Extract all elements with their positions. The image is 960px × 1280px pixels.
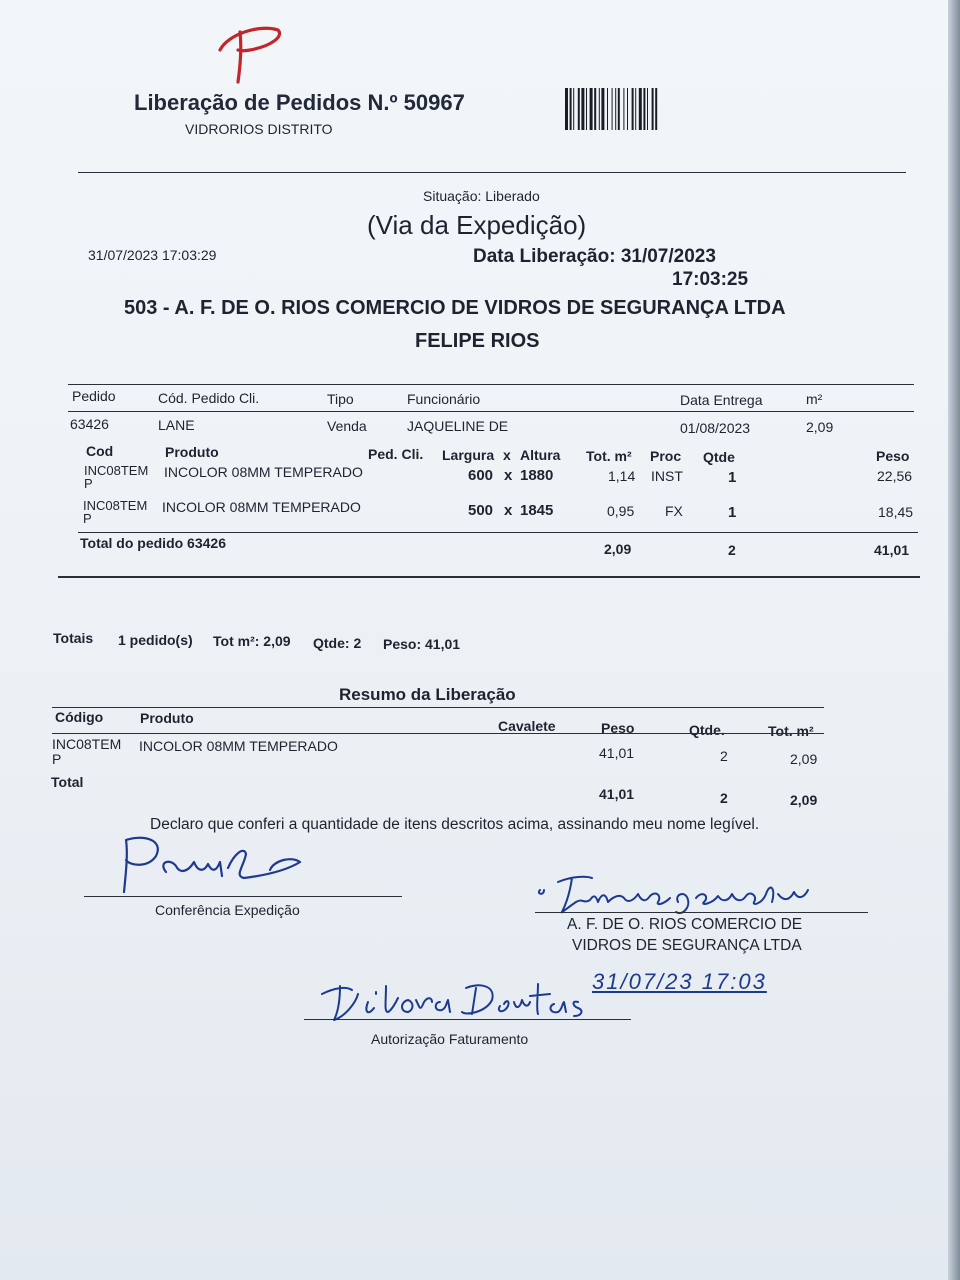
- barcode-bar: [594, 88, 596, 130]
- conferencia-line: [84, 896, 402, 897]
- resumo-title: Resumo da Liberação: [339, 685, 516, 704]
- col-pedido: Pedido: [72, 388, 116, 404]
- resumo-header-line: [52, 733, 824, 734]
- barcode-bar: [652, 88, 654, 130]
- totals-label: Totais: [53, 630, 94, 646]
- totals-peso: Peso: 41,01: [383, 636, 461, 652]
- col-m2: m²: [806, 391, 823, 407]
- barcode-bar: [578, 88, 580, 130]
- barcode-bar: [635, 88, 636, 130]
- item-largura: 600: [468, 467, 494, 484]
- resumo-col-cavalete: Cavalete: [498, 718, 556, 734]
- item-col-qtde: Qtde: [703, 449, 735, 465]
- barcode-bar: [639, 88, 642, 130]
- client-signature-line: [535, 912, 868, 913]
- page-title: Liberação de Pedidos N.º 50967: [134, 90, 465, 115]
- item-col-ped-cli: Ped. Cli.: [368, 446, 424, 462]
- totals-pedidos: 1 pedido(s): [118, 632, 193, 648]
- order-total-label: Total do pedido 63426: [80, 535, 226, 551]
- resumo-codigo-suffix: P: [52, 751, 62, 767]
- col-cod-pedido-cli: Cód. Pedido Cli.: [158, 390, 260, 406]
- item-proc: INST: [651, 468, 683, 484]
- barcode-bar: [655, 88, 657, 130]
- data-liberacao: [473, 246, 716, 268]
- paper-edge-shadow: [948, 0, 960, 1280]
- item-peso: 22,56: [877, 468, 913, 484]
- barcode-bar: [612, 88, 613, 130]
- item-qtde: 1: [728, 504, 737, 521]
- item-x: x: [504, 502, 513, 519]
- item-cod-suffix: P: [83, 511, 92, 526]
- client-line-2: VIDROS DE SEGURANÇA LTDA: [572, 937, 802, 954]
- order-pedido: 63426: [70, 416, 109, 432]
- order-header-line: [68, 411, 914, 412]
- resumo-col-peso: Peso: [601, 720, 635, 736]
- printed-timestamp: 31/07/2023 17:03:29: [88, 247, 217, 263]
- barcode-bar: [618, 88, 620, 130]
- item-cod: INC08TEM: [84, 463, 149, 478]
- barcode-bar: [643, 88, 645, 130]
- barcode: [565, 88, 713, 130]
- autorizacao-line: [304, 1019, 631, 1020]
- barcode-bar: [599, 88, 600, 130]
- resumo-total-qtde: 2: [720, 790, 728, 806]
- item-col-largura: Largura: [442, 447, 495, 463]
- resumo-qtde: 2: [720, 748, 728, 764]
- item-x: x: [504, 467, 513, 484]
- resumo-col-codigo: Código: [55, 709, 104, 725]
- autorizacao-label: Autorização Faturamento: [371, 1031, 529, 1047]
- handwritten-p-mark: [210, 20, 290, 90]
- order-total-peso: 41,01: [874, 542, 910, 558]
- via-label: (Via da Expedição): [367, 210, 587, 240]
- barcode-bar: [615, 88, 616, 130]
- item-cod: INC08TEM: [83, 498, 148, 513]
- resumo-top-line: [52, 707, 824, 708]
- conferencia-signature: [104, 832, 314, 898]
- item-cod-suffix: P: [84, 476, 93, 491]
- resumo-peso: 41,01: [599, 745, 635, 761]
- barcode-bar: [590, 88, 593, 130]
- totals-m2: Tot m²: 2,09: [213, 633, 291, 649]
- item-altura: 1880: [520, 467, 554, 484]
- client-name: 503 - A. F. DE O. RIOS COMERCIO DE VIDROS DE SEGURANÇA LTDA: [124, 297, 786, 319]
- barcode-bar: [581, 88, 584, 130]
- item-col-tot-m2: Tot. m²: [586, 448, 632, 464]
- resumo-codigo: INC08TEM: [52, 736, 122, 752]
- item-peso: 18,45: [878, 504, 914, 520]
- item-col-x: x: [503, 447, 511, 463]
- header-divider: [78, 172, 906, 173]
- order-funcionario: JAQUELINE DE: [407, 418, 509, 434]
- order-total-qtde: 2: [728, 542, 736, 558]
- barcode-bar: [647, 88, 648, 130]
- client-line-1: A. F. DE O. RIOS COMERCIO DE: [567, 916, 803, 933]
- col-tipo: Tipo: [327, 391, 354, 407]
- resumo-col-qtde: Qtde.: [689, 722, 725, 738]
- barcode-bar: [601, 88, 604, 130]
- barcode-bar: [632, 88, 634, 130]
- item-col-cod: Cod: [86, 443, 114, 459]
- item-col-peso: Peso: [876, 448, 910, 464]
- item-qtde: 1: [728, 469, 737, 486]
- order-bottom-line: [58, 576, 920, 578]
- barcode-bar: [565, 88, 568, 130]
- company-name: VIDRORIOS DISTRITO: [185, 121, 333, 137]
- item-col-proc: Proc: [650, 448, 682, 464]
- resumo-total-label: Total: [51, 774, 84, 790]
- declaration-text: Declaro que conferi a quantidade de itens descritos acima, assinando meu nome legível.: [150, 816, 760, 833]
- item-produto: INCOLOR 08MM TEMPERADO: [164, 464, 363, 480]
- barcode-bar: [573, 88, 574, 130]
- client-contact: FELIPE RIOS: [415, 330, 540, 352]
- order-tipo: Venda: [327, 418, 367, 434]
- order-cod-pedido-cli: LANE: [158, 417, 195, 433]
- item-proc: FX: [665, 503, 683, 519]
- col-funcionario: Funcionário: [407, 391, 481, 407]
- conferencia-label: Conferência Expedição: [155, 902, 300, 918]
- order-data-entrega: 01/08/2023: [680, 420, 751, 436]
- item-largura: 500: [468, 502, 494, 519]
- data-liberacao-time: 17:03:25: [672, 269, 749, 290]
- item-tot-m2: 1,14: [608, 468, 636, 484]
- item-col-produto: Produto: [165, 444, 219, 460]
- client-signature: [532, 868, 832, 918]
- resumo-total-peso: 41,01: [599, 786, 635, 802]
- col-data-entrega: Data Entrega: [680, 392, 763, 408]
- data-liberacao-date: 31/07/2023: [620, 246, 716, 267]
- barcode-bar: [607, 88, 608, 130]
- resumo-col-produto: Produto: [140, 710, 194, 726]
- barcode-bar: [570, 88, 572, 130]
- barcode-bar: [623, 88, 624, 130]
- barcode-bar: [586, 88, 587, 130]
- data-liberacao-label: Data Liberação:: [473, 246, 616, 267]
- resumo-produto: INCOLOR 08MM TEMPERADO: [139, 738, 338, 754]
- order-total-m2: 2,09: [604, 541, 632, 557]
- order-total-line: [78, 532, 918, 533]
- item-produto: INCOLOR 08MM TEMPERADO: [162, 499, 361, 515]
- client-handwritten-date: 31/07/23 17:03: [592, 969, 767, 994]
- order-table-top-line: [68, 384, 914, 385]
- situacao-label: Situação: Liberado: [423, 188, 540, 204]
- item-tot-m2: 0,95: [607, 503, 635, 519]
- resumo-total-tot-m2: 2,09: [790, 792, 818, 808]
- item-altura: 1845: [520, 502, 554, 519]
- resumo-tot-m2: 2,09: [790, 751, 818, 767]
- order-m2: 2,09: [806, 419, 834, 435]
- resumo-col-tot-m2: Tot. m²: [768, 723, 814, 739]
- barcode-bar: [627, 88, 628, 130]
- totals-qtde: Qtde: 2: [313, 635, 362, 651]
- item-col-altura: Altura: [520, 447, 561, 463]
